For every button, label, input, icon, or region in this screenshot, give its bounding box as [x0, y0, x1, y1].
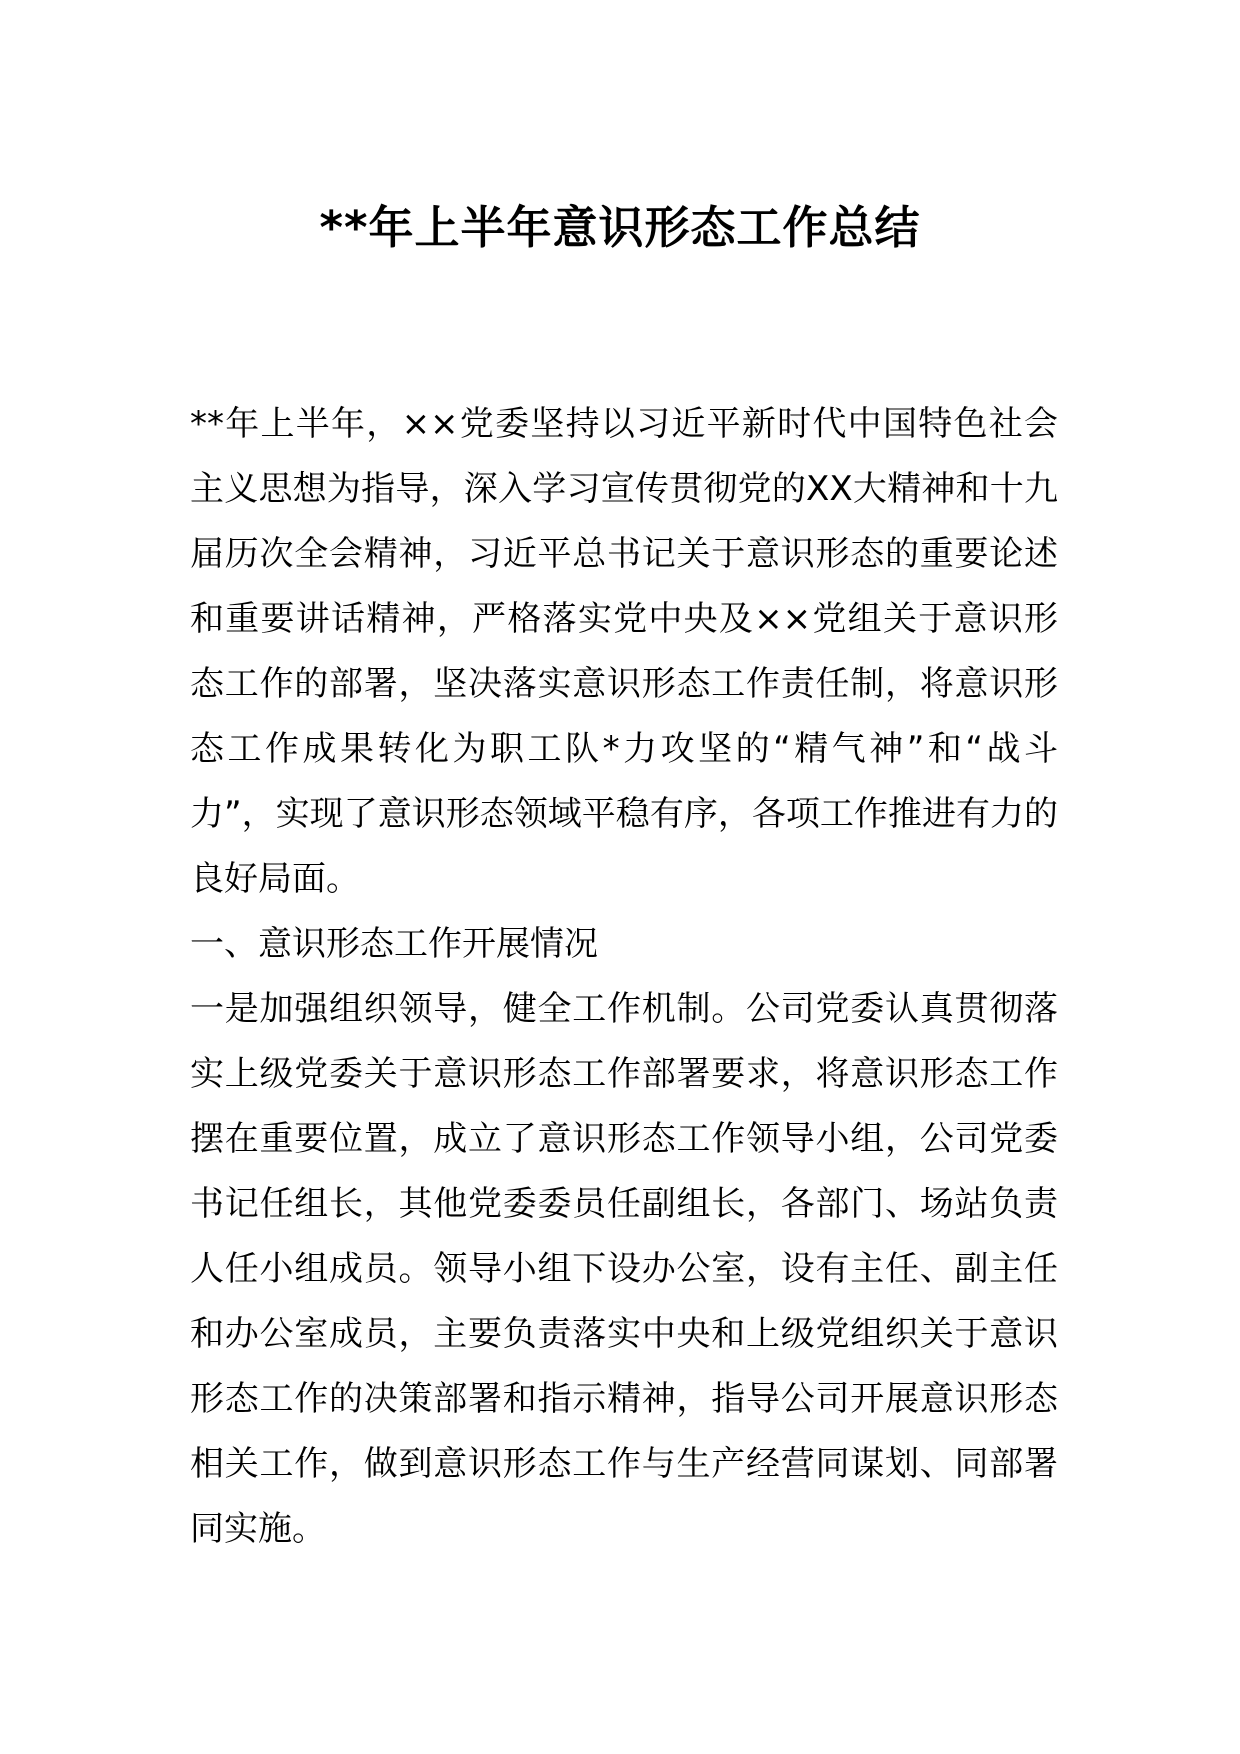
document-title: **年上半年意识形态工作总结: [319, 201, 921, 254]
document-body: [190, 392, 1058, 1562]
intro-paragraph: **年上半年，××党委坚持以习近平新时代中国特色社会主义思想为指导，深入学习宣传贯彻党的XX大精神和十九届历次全会精神，习近平总书记关于意识形态的重要论述和重要讲话精神，严格落实党中央及××党组关于意识形态工作的部署，坚决落实意识形态工作责任制，将意识形态工作成果转化为职工队*力攻坚的“精气神”和“战斗力”，实现了意识形态领域平稳有序，各项工作推进有力的良好局面。: [190, 404, 1058, 899]
body-paragraph: 一是加强组织领导，健全工作机制。公司党委认真贯彻落实上级党委关于意识形态工作部署要求，将意识形态工作摆在重要位置，成立了意识形态工作领导小组，公司党委书记任组长，其他党委委员任副组长，各部门、场站负责人任小组成员。领导小组下设办公室，设有主任、副主任和办公室成员，主要负责落实中央和上级党组织关于意识形态工作的决策部署和指示精神，指导公司开展意识形态相关工作，做到意识形态工作与生产经营同谋划、同部署同实施。: [190, 989, 1058, 1549]
section-heading: 一、意识形态工作开展情况: [190, 924, 598, 964]
